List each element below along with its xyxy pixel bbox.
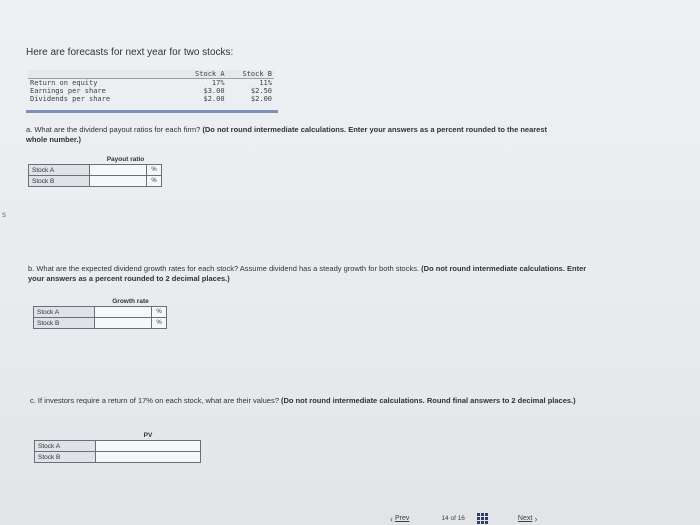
column-header: Growth rate [112,297,149,305]
payout-ratio-b-cell [90,176,147,187]
forecast-cell: $2.00 [250,95,272,103]
forecast-cell: 17% [211,79,225,87]
payout-ratio-a-input[interactable] [90,166,146,175]
forecast-cell: 11% [259,79,272,87]
pv-b-input[interactable] [96,453,200,462]
question-c-instruction: (Do not round intermediate calculations. Round final answers to 2 decimal places.) [280,396,576,405]
growth-rate-b-input[interactable] [95,319,151,328]
payout-ratio-a-cell [90,165,147,176]
row-label: Stock B [35,452,96,463]
pv-b-cell [96,452,201,463]
page-indicator [441,515,465,522]
question-b-text [28,264,588,283]
forecast-row-label: Dividends per share [30,95,111,103]
growth-rate-a-cell [95,307,152,318]
forecast-header-a: Stock A [179,70,226,79]
question-c-prompt: c. If investors require a return of 17% on each stock, what are their values? [30,396,279,405]
payout-ratio-b-input[interactable] [90,177,146,186]
row-label: Stock B [29,176,90,187]
forecast-cell: $2.00 [203,95,225,103]
prev-label: Prev [395,515,410,522]
page-navigation [390,513,537,524]
forecast-header-b: Stock B [227,70,274,79]
percent-unit: % [152,318,167,329]
forecast-cell: $3.00 [203,87,225,95]
chevron-left-icon: ‹ [390,513,393,524]
grid-icon[interactable] [477,513,488,524]
answer-table-c [34,430,201,463]
next-label: Next [517,515,533,522]
question-a-instruction: (Do not round intermediate calculations. Enter your answers as a percent rounded to the nearest whole number.) [26,125,548,144]
pv-a-cell [96,441,201,452]
row-label: Stock A [29,165,90,176]
page-total: 16 [457,515,465,522]
forecast-row-label: Return on equity [30,79,98,87]
row-label: Stock A [34,307,95,318]
forecast-cell: $2.50 [250,87,272,95]
next-button[interactable] [516,514,537,524]
forecast-table [28,70,274,103]
intro-text: Here are forecasts for next year for two stocks: [26,47,234,58]
percent-unit: % [152,307,167,318]
prev-button[interactable] [390,514,411,524]
question-b-instruction: (Do not round intermediate calculations. Enter your answers as a percent rounded to 2 decimal places.) [28,264,587,283]
forecast-row-label: Earnings per share [30,87,106,95]
row-label: Stock B [34,318,95,329]
column-header: Payout ratio [106,155,145,163]
growth-rate-a-input[interactable] [95,308,151,317]
answer-table-b [33,296,167,329]
growth-rate-b-cell [95,318,152,329]
section-divider [26,110,278,113]
row-label: Stock A [35,441,96,452]
side-mark: s [2,210,6,219]
answer-table-a [28,154,162,187]
question-c-text [30,396,590,406]
forecast-header-blank [28,70,179,79]
percent-unit: % [147,165,162,176]
question-a-text [26,125,566,144]
percent-unit: % [147,176,162,187]
chevron-right-icon: › [534,513,538,524]
question-a-prompt: a. What are the dividend payout ratios for each firm? [26,125,201,134]
column-header: PV [143,431,153,439]
page-of: of [450,515,456,522]
page-current: 14 [441,515,449,522]
question-b-prompt: b. What are the expected dividend growth rates for each stock? Assume dividend has a steady growth for both stocks. [28,264,420,273]
pv-a-input[interactable] [96,442,200,451]
